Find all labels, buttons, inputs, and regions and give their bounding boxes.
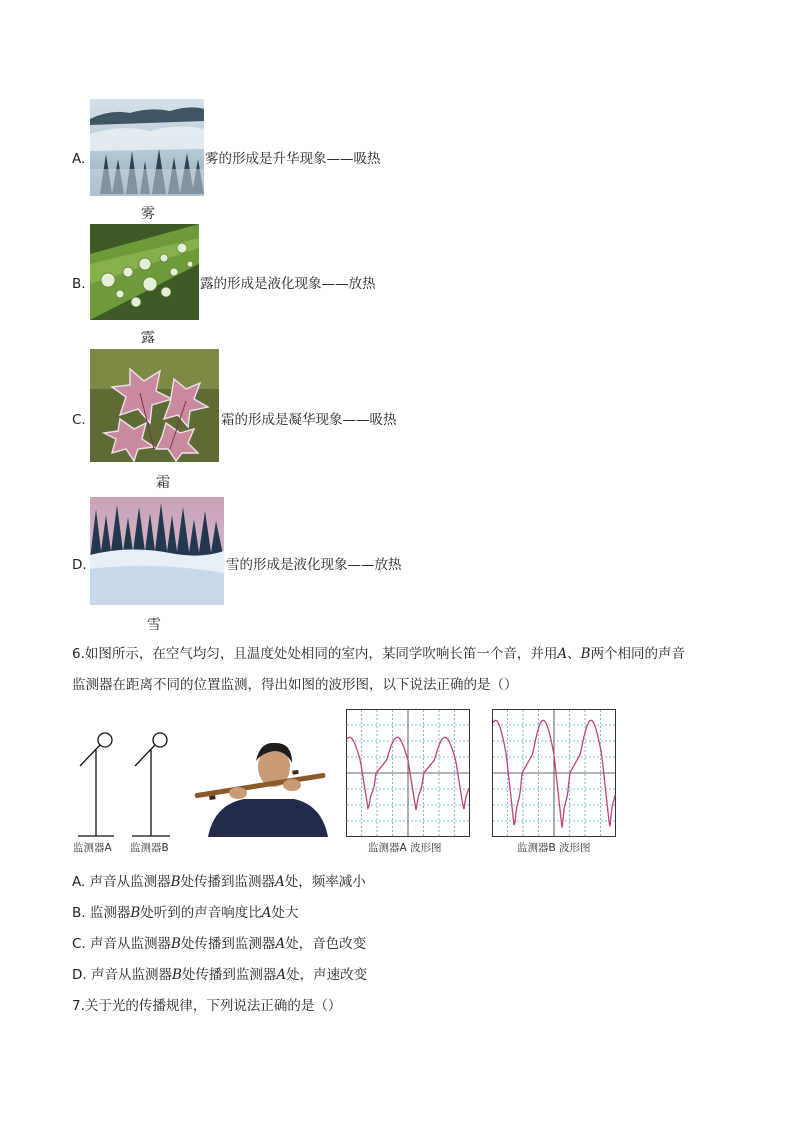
waveform-b-chart <box>492 709 616 837</box>
q6-stem-line1: 6.如图所示，在空气均匀，且温度处处相同的室内，某同学吹响长笛一个音，并用A、B两个相同的声音 <box>72 646 686 662</box>
option-a-text: 雾的形成是升华现象——吸热 <box>205 151 381 167</box>
waveform-a-chart <box>346 709 470 837</box>
q6-stem-line2: 监测器在距离不同的位置监测，得出如图的波形图，以下说法正确的是（） <box>72 677 518 693</box>
fog-photo <box>90 99 204 196</box>
q6-option-d: D. 声音从监测器B处传播到监测器A处，声速改变 <box>72 967 368 983</box>
monitor-b-label: 监测器B <box>130 842 169 854</box>
option-a-caption: 雾 <box>141 206 155 222</box>
waveform-b-label: 监测器B 波形图 <box>517 842 591 854</box>
flute-player-photo <box>194 735 332 837</box>
option-c-letter: C. <box>72 412 86 428</box>
option-b-text: 露的形成是液化现象——放热 <box>200 276 376 292</box>
monitor-a-label: 监测器A <box>73 842 112 854</box>
option-d-caption: 雪 <box>147 617 161 633</box>
snow-photo <box>90 497 224 605</box>
option-b-caption: 露 <box>141 330 155 346</box>
option-b-letter: B. <box>72 276 86 292</box>
frost-photo <box>90 349 219 462</box>
dew-photo <box>90 224 199 320</box>
option-a-letter: A. <box>72 151 86 167</box>
option-d-letter: D. <box>72 557 87 573</box>
q6-option-b: B. 监测器B处听到的声音响度比A处大 <box>72 905 299 921</box>
waveform-a-label: 监测器A 波形图 <box>368 842 442 854</box>
monitors-figure <box>70 728 200 858</box>
option-d-text: 雪的形成是液化现象——放热 <box>226 557 402 573</box>
q6-option-c: C. 声音从监测器B处传播到监测器A处，音色改变 <box>72 936 367 952</box>
q6-option-a: A. 声音从监测器B处传播到监测器A处，频率减小 <box>72 874 366 890</box>
option-c-caption: 霜 <box>156 475 170 491</box>
option-c-text: 霜的形成是凝华现象——吸热 <box>221 412 397 428</box>
q7-stem: 7.关于光的传播规律，下列说法正确的是（） <box>72 998 342 1014</box>
